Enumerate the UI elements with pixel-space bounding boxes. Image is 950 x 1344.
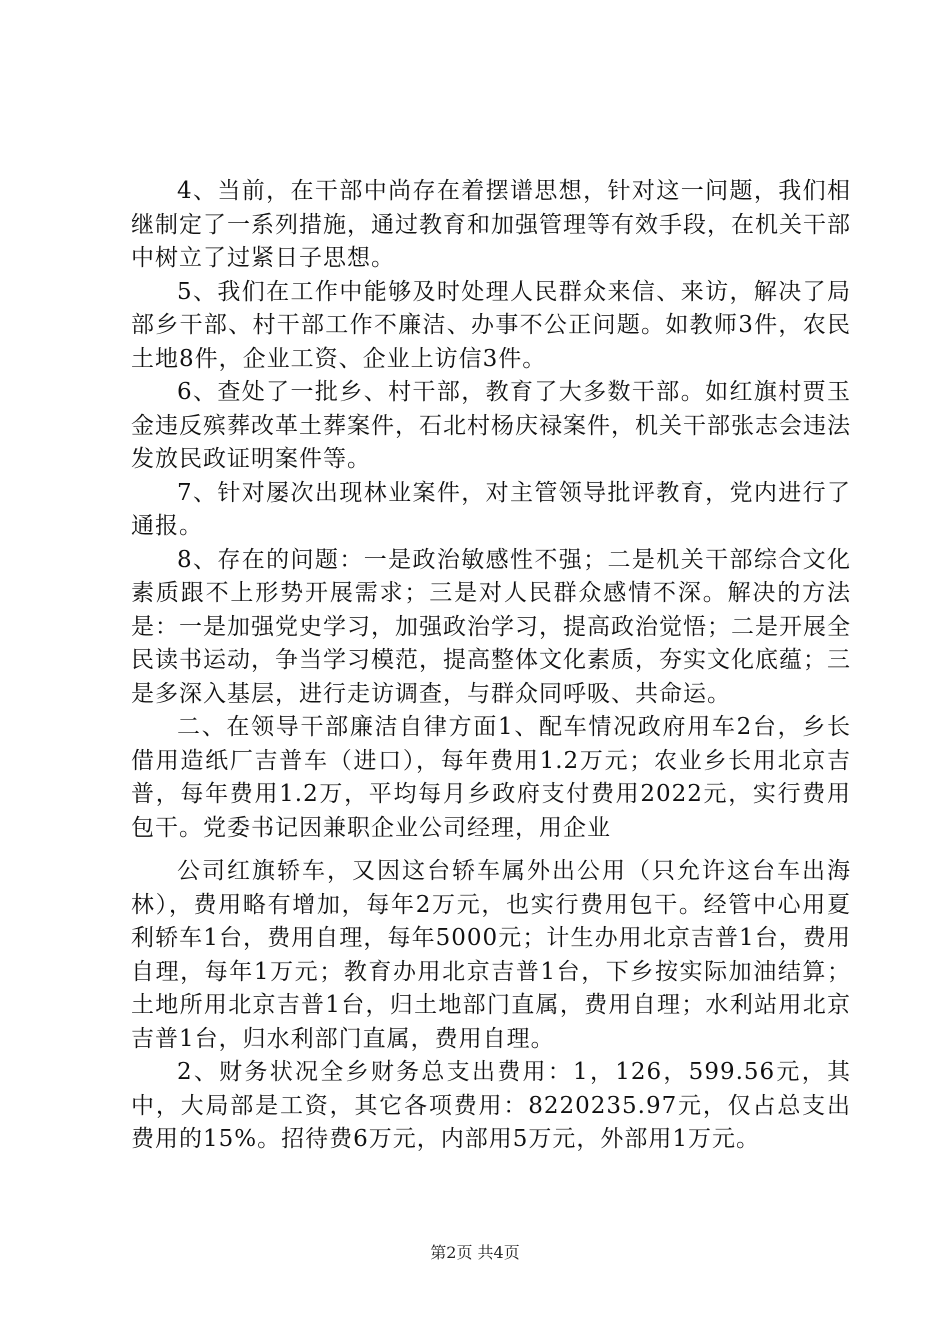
paragraph-item-8: 8、存在的问题：一是政治敏感性不强；二是机关干部综合文化素质跟不上形势开展需求；三是对人民群众感情不深。解决的方法是：一是加强党史学习，加强政治学习，提高政治觉悟；二是开展全民读书运动，争当学习模范，提高整体文化素质，夯实文化底蕴；三是多深入基层，进行走访调查，与群众同呼吸、共命运。 bbox=[131, 546, 851, 707]
page-number-footer: 第2页 共4页 bbox=[430, 1243, 520, 1262]
paragraph-item-6: 6、查处了一批乡、村干部，教育了大多数干部。如红旗村贾玉金违反殡葬改革土葬案件，石北村杨庆禄案件，机关干部张志会违法发放民政证明案件等。 bbox=[131, 379, 851, 472]
paragraph-item-7: 7、针对屡次出现林业案件，对主管领导批评教育，党内进行了通报。 bbox=[131, 479, 851, 539]
paragraph-item-4: 4、当前，在干部中尚存在着摆谱思想，针对这一问题，我们相继制定了一系列措施，通过教育和加强管理等有效手段，在机关干部中树立了过紧日子思想。 bbox=[131, 178, 851, 271]
paragraph-section-two: 二、在领导干部廉洁自律方面1、配车情况政府用车2台，乡长借用造纸厂吉普车（进口），每年费用1.2万元；农业乡长用北京吉普，每年费用1.2万，平均每月乡政府支付费用2022元，实行费用包干。党委书记因兼职企业公司经理，用企业 bbox=[131, 714, 851, 841]
paragraph-finance: 2、财务状况全乡财务总支出费用：1，126，599.56元，其中，大局部是工资，其它各项费用：8220235.97元，仅占总支出费用的15%。招待费6万元，内部用5万元，外部用1万元。 bbox=[131, 1059, 851, 1152]
paragraph-item-5: 5、我们在工作中能够及时处理人民群众来信、来访，解决了局部乡干部、村干部工作不廉洁、办事不公正问题。如教师3件，农民土地8件，企业工资、企业上访信3件。 bbox=[131, 278, 851, 372]
document-body bbox=[131, 175, 851, 1157]
paragraph-vehicle-continued: 公司红旗轿车，又因这台轿车属外出公用（只允许这台车出海林），费用略有增加，每年2万元，也实行费用包干。经管中心用夏利轿车1台，费用自理，每年5000元；计生办用北京吉普1台，费用自理，每年1万元；教育办用北京吉普1台，下乡按实际加油结算；土地所用北京吉普1台，归土地部门直属，费用自理；水利站用北京吉普1台，归水利部门直属，费用自理。 bbox=[131, 858, 851, 1052]
